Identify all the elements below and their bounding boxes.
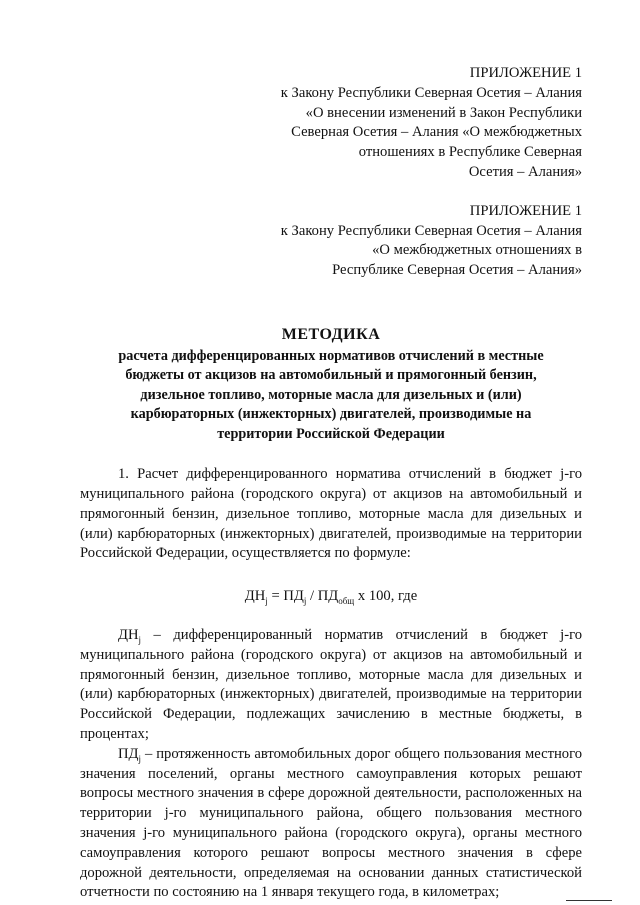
formula-den-sub: общ bbox=[338, 596, 355, 607]
formula-lhs-sub: j bbox=[265, 596, 268, 607]
formula-num-sub: j bbox=[303, 596, 307, 607]
document-title bbox=[80, 325, 582, 444]
formula-slash: / bbox=[306, 588, 318, 605]
appendix-1-line: «О внесении изменений в Закон Республики bbox=[305, 104, 582, 121]
appendix-1-line: отношениях в Республике Северная bbox=[358, 144, 582, 161]
title-sub-line: территории Российской Федерации bbox=[217, 425, 445, 442]
title-subtitle bbox=[80, 347, 582, 445]
definition-text: – дифференцированный норматив отчислений в бюджет j-го муниципального района (городского округа) от акцизов на автомобильный и прямогонный бензин, дизельное топливо, моторные масла для дизельных и (или) карбюраторных (инжекторных) двигателей, производимые на территории Российской Федерации, подлежащих зачислению в местные бюджеты, в процентах; bbox=[80, 627, 582, 743]
page-footer-rule bbox=[566, 900, 612, 901]
title-sub-line: карбюраторных (инжекторных) двигателей, производимые на bbox=[130, 406, 532, 423]
appendix-2-line: к Закону Республики Северная Осетия – Алания bbox=[280, 222, 582, 239]
title-main: МЕТОДИКА bbox=[281, 325, 381, 343]
title-sub-line: дизельное топливо, моторные масла для дизельных и (или) bbox=[140, 386, 522, 403]
title-sub-line: расчета дифференцированных нормативов отчислений в местные bbox=[118, 347, 544, 364]
definition-text: – протяженность автомобильных дорог общего пользования местного значения поселений, органы местного самоуправления которых решают вопросы местного значения в сфере дорожной деятельности, расположенных на территории j-го муниципального района, общего пользования местного значения j-го муниципального района (городского округа), органы местного самоуправления которого решают вопросы местного значения в сфере дорожной деятельности, определяемая на основании данных статистической отчетности по состоянию на 1 января текущего года, в километрах; bbox=[80, 745, 582, 901]
formula-tail: х 100, где bbox=[354, 588, 418, 605]
appendix-header-2 bbox=[80, 202, 582, 281]
document-page bbox=[80, 64, 582, 903]
formula-num: ПД bbox=[283, 588, 304, 605]
formula-eq: = bbox=[267, 588, 284, 605]
appendix-1-line: к Закону Республики Северная Осетия – Алания bbox=[280, 84, 582, 101]
appendix-1-line: Северная Осетия – Алания «О межбюджетных bbox=[291, 124, 582, 141]
appendix-header-1 bbox=[80, 64, 582, 183]
formula bbox=[80, 587, 582, 607]
definition-dn bbox=[80, 626, 582, 745]
definition-term-sub: j bbox=[138, 753, 142, 764]
definition-term: ДН bbox=[118, 627, 139, 644]
appendix-2-line: ПРИЛОЖЕНИЕ 1 bbox=[469, 202, 582, 219]
formula-lhs: ДН bbox=[244, 588, 266, 605]
definition-term-sub: j bbox=[138, 634, 142, 645]
appendix-2-line: Республике Северная Осетия – Алания» bbox=[332, 262, 582, 279]
appendix-2-line: «О межбюджетных отношениях в bbox=[372, 242, 582, 259]
appendix-1-line: Осетия – Алания» bbox=[468, 163, 582, 180]
appendix-1-line: ПРИЛОЖЕНИЕ 1 bbox=[469, 65, 582, 81]
definition-pd bbox=[80, 745, 582, 903]
title-sub-line: бюджеты от акцизов на автомобильный и прямогонный бензин, bbox=[125, 367, 537, 384]
paragraph-1: 1. Расчет дифференцированного норматива отчислений в бюджет j-го муниципального района (городского округа) от акцизов на автомобильный и прямогонный бензин, дизельное топливо, моторные масла для дизельных и (или) карбюраторных (инжекторных) двигателей, производимые на территории Российской Федерации, осуществляется по формуле: bbox=[80, 466, 582, 562]
formula-den: ПД bbox=[317, 588, 339, 605]
definition-term: ПД bbox=[118, 745, 139, 762]
